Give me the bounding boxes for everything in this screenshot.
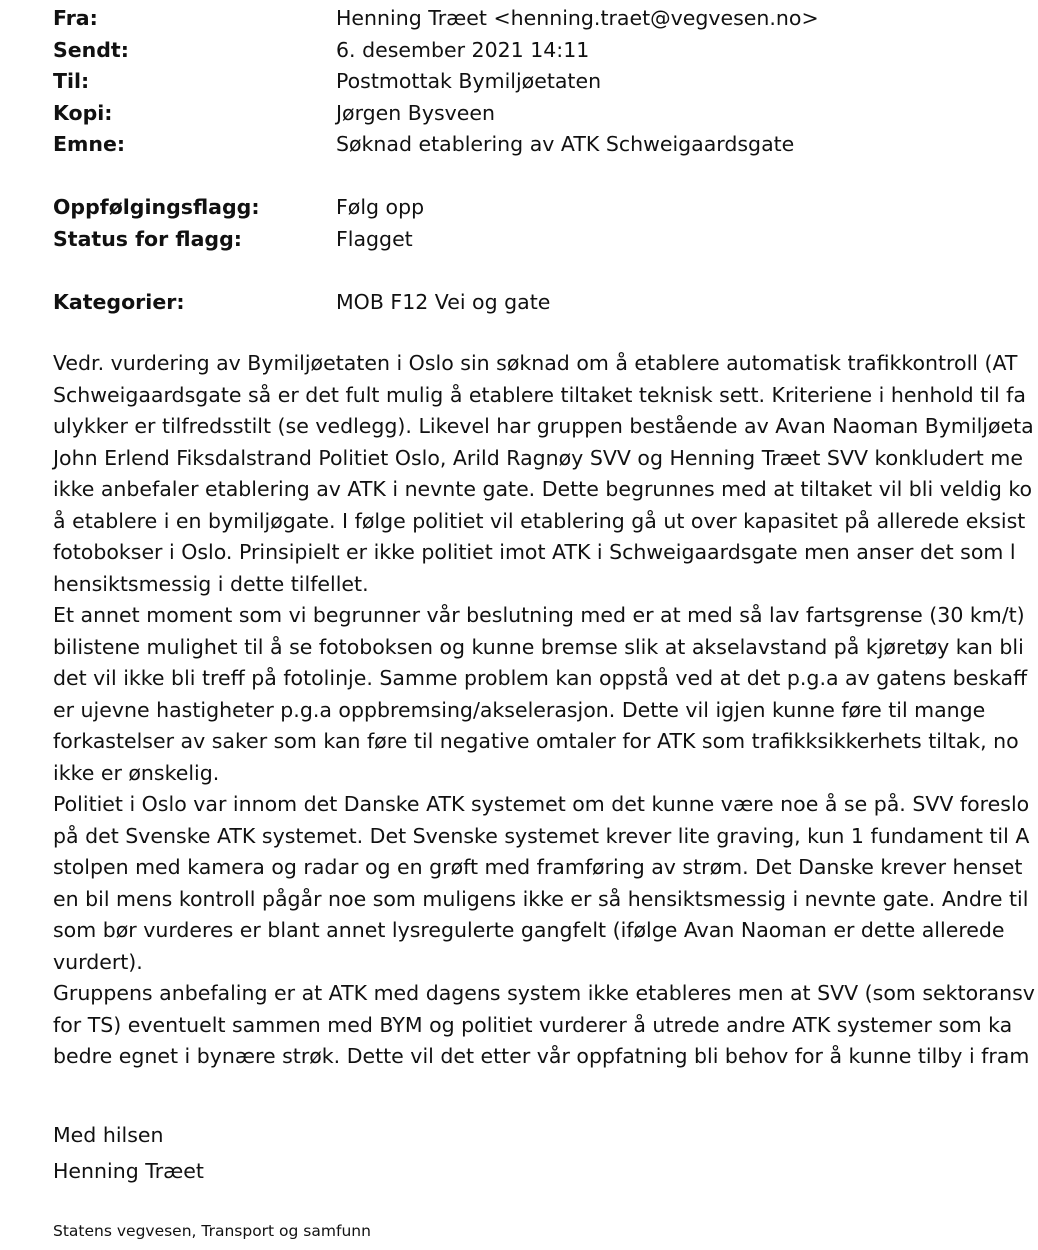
sender-name: Henning Træet <box>53 1159 204 1183</box>
email-body <box>53 348 1038 1073</box>
body-line: en bil mens kontroll pågår noe som muligens ikke er så hensiktsmessig i nevnte gate. Andre til <box>53 886 1029 911</box>
body-line: hensiktsmessig i dette tilfellet. <box>53 571 369 596</box>
cc-label: Kopi: <box>53 100 113 125</box>
cc-value: Jørgen Bysveen <box>336 100 496 125</box>
flag-status-label: Status for flagg: <box>53 226 242 251</box>
body-line: Vedr. vurdering av Bymiljøetaten i Oslo sin søknad om å etablere automatisk trafikkontroll (AT <box>53 351 1018 375</box>
to-value: Postmottak Bymiljøetaten <box>336 69 602 93</box>
body-line: ulykker er tilfredsstilt (se vedlegg). Likevel har gruppen bestående av Avan Naoman Bymiljøeta <box>53 414 1034 438</box>
body-line: Schweigaardsgate så er det fult mulig å etablere tiltaket teknisk sett. Kriteriene i henhold til fa <box>53 382 1026 407</box>
sent-value: 6. desember 2021 14:11 <box>336 37 590 62</box>
signature-organization: Statens vegvesen, Transport og samfunn <box>53 1222 371 1240</box>
subject-value: Søknad etablering av ATK Schweigaardsgate <box>336 132 795 156</box>
body-line: stolpen med kamera og radar og en grøft med framføring av strøm. Det Danske krever henset <box>53 855 1023 879</box>
closing-greeting: Med hilsen <box>53 1123 164 1147</box>
subject-label: Emne: <box>53 132 126 156</box>
body-line: ikke anbefaler etablering av ATK i nevnte gate. Dette begrunnes med at tiltaket vil bli veldig ko <box>53 477 1033 501</box>
categories-label: Kategorier: <box>53 289 185 314</box>
body-line: forkastelser av saker som kan føre til negative omtaler for ATK som trafikksikkerhets tiltak, no <box>53 729 1019 753</box>
body-line: bilistene mulighet til å se fotoboksen og kunne bremse slik at akselavstand på kjøretøy kan bli <box>53 634 1024 659</box>
body-line: er ujevne hastigheter p.g.a oppbremsing/akselerasjon. Dette vil igjen kunne føre til mange <box>53 697 986 722</box>
body-line: bedre egnet i bynære strøk. Dette vil det etter vår oppfatning bli behov for å kunne tilby i fram <box>53 1044 1030 1068</box>
body-line: på det Svenske ATK systemet. Det Svenske systemet krever lite graving, kun 1 fundament til A <box>53 823 1030 848</box>
body-line: fotobokser i Oslo. Prinsipielt er ikke politiet imot ATK i Schweigaardsgate men anser det som l <box>53 540 1016 564</box>
from-label: Fra: <box>53 6 98 30</box>
body-line: Politiet i Oslo var innom det Danske ATK systemet om det kunne være noe å se på. SVV foreslo <box>53 792 1030 816</box>
sent-label: Sendt: <box>53 37 129 62</box>
followup-flag-value: Følg opp <box>336 195 425 219</box>
body-line: for TS) eventuelt sammen med BYM og politiet vurderer å utrede andre ATK systemer som ka <box>53 1012 1013 1037</box>
body-line: som bør vurderes er blant annet lysregulerte gangfelt (ifølge Avan Naoman er dette allerede <box>53 918 1005 942</box>
body-line: John Erlend Fiksdalstrand Politiet Oslo, Arild Ragnøy SVV og Henning Træet SVV konkludert me <box>53 445 1023 470</box>
from-value: Henning Træet <henning.traet@vegvesen.no> <box>336 6 819 30</box>
flag-status-value: Flagget <box>336 226 413 251</box>
body-line: ikke er ønskelig. <box>53 760 220 785</box>
body-line: det vil ikke bli treff på fotolinje. Samme problem kan oppstå ved at det p.g.a av gatens beskaff <box>53 666 1028 690</box>
body-line: Et annet moment som vi begrunner vår beslutning med er at med så lav fartsgrense (30 km/t) <box>53 603 1025 627</box>
body-line: vurdert). <box>53 949 143 974</box>
body-line: Gruppens anbefaling er at ATK med dagens system ikke etableres men at SVV (som sektoransv <box>53 981 1035 1005</box>
email-closing <box>53 1117 204 1189</box>
followup-flag-label: Oppfølgingsflagg: <box>53 195 260 219</box>
categories-value: MOB F12 Vei og gate <box>336 289 551 314</box>
body-line: å etablere i en bymiljøgate. I følge politiet vil etablering gå ut over kapasitet på allerede eksist <box>53 508 1026 533</box>
to-label: Til: <box>53 69 90 93</box>
